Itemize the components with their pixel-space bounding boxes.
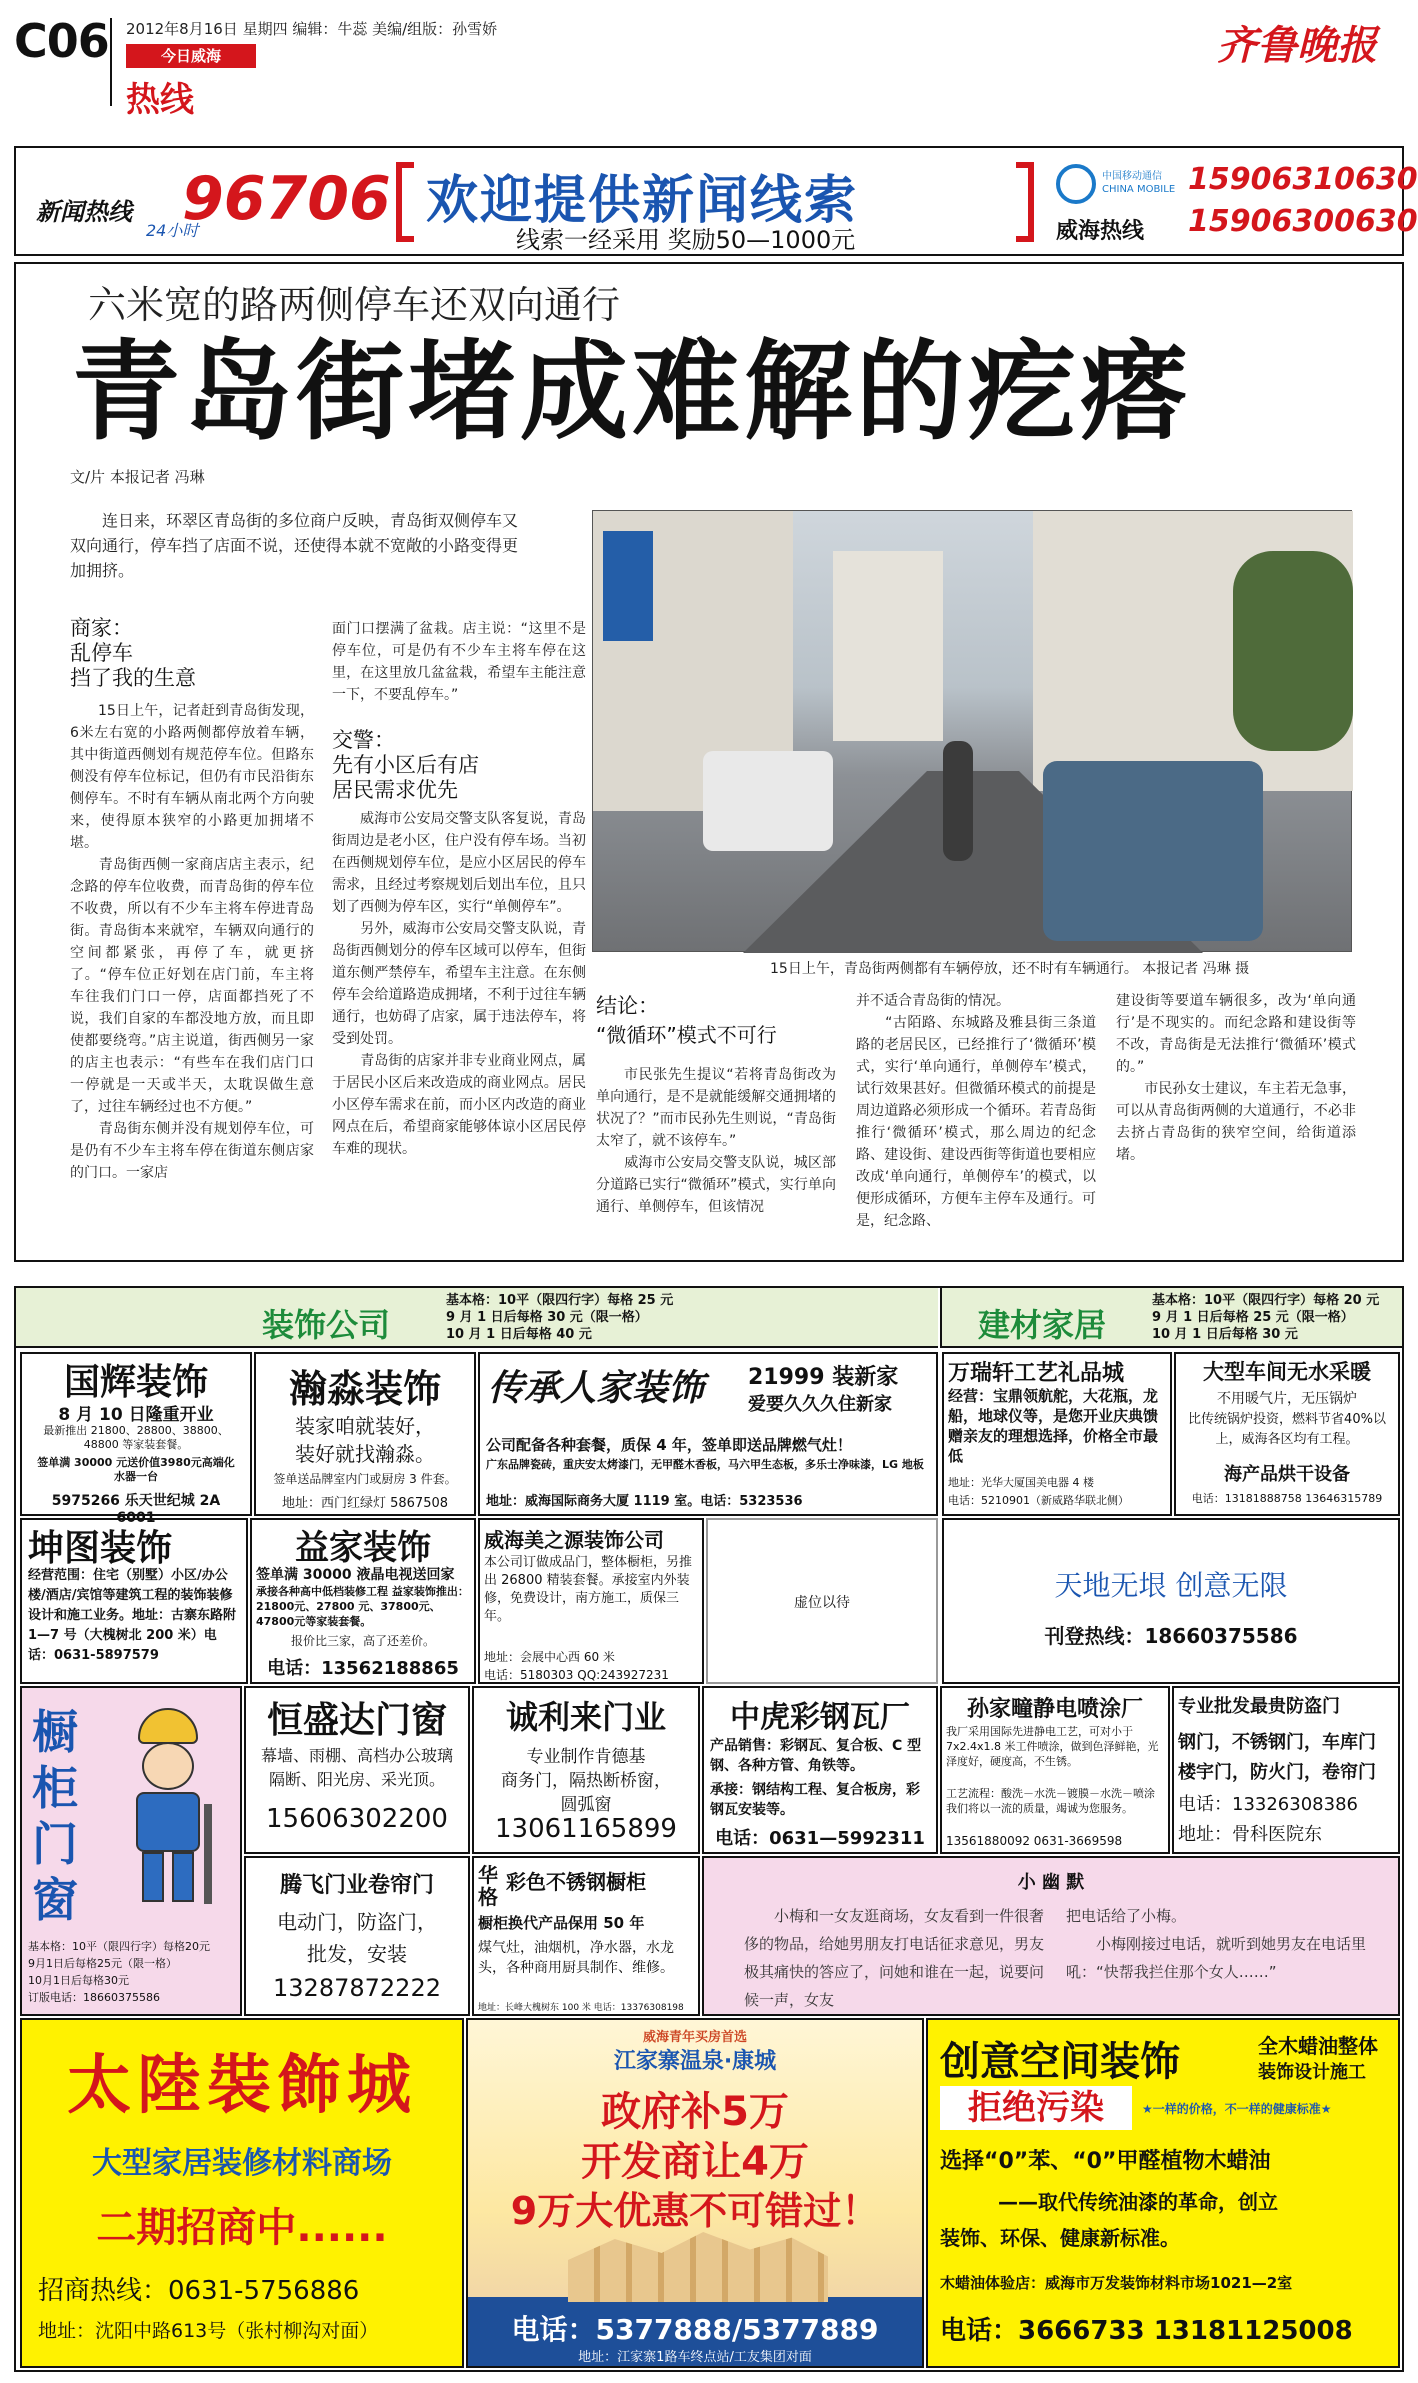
ad-tengfei xyxy=(244,1856,470,2016)
ad-humor-col2: 把电话给了小梅。 小梅刚接过电话，就听到她男友在电话里吼：“快帮我拦住那个女人……” xyxy=(1066,1907,1367,1981)
ad-meizhiyuan-line1: 本公司订做成品门，整体橱柜，另推出 26800 精装套餐。承接室内外装修，免费设计，南方施工，质保三年。 xyxy=(484,1555,693,1624)
subhead-merchant-2: 乱停车 xyxy=(70,641,133,665)
deco-header-rates: 基本格：10平（限四行字）每格 25 元 9 月 1 日后每格 30 元（限一格） 10 月 1 日后每格 40 元 xyxy=(446,1293,674,1342)
hotline-banner xyxy=(14,146,1418,256)
ad-chengli-line3: 圆弧窗 xyxy=(560,1795,612,1815)
ad-chugui-rates: 基本格：10平（限四行字）每格20元 9月1日后每格25元（限一格） 10月1日后每格30元 订版电话：18660375586 xyxy=(28,1940,210,2004)
ad-fangdao-line1: 钢门，不锈钢门，车库门 xyxy=(1178,1732,1376,1753)
ad-tiandi xyxy=(942,1518,1400,1684)
article-kicker: 六米宽的路两侧停车还双向通行 xyxy=(88,283,621,327)
ad-zhonghu-name: 中虎彩钢瓦厂 xyxy=(730,1700,910,1735)
china-mobile-logo-icon xyxy=(1056,164,1096,204)
ad-hengsheng-name: 恒盛达门窗 xyxy=(266,1700,447,1741)
ad-meizhiyuan-line2: 地址：会展中心西 60 米 xyxy=(484,1650,615,1664)
ad-sunjia-line1: 我厂采用国际先进静电工艺，可对小于 7x2.4x1.8 米工件喷涂，做到色泽鲜艳，光泽度好，硬度高，不生锈。 xyxy=(946,1725,1159,1768)
worker-illustration-icon xyxy=(108,1708,228,1908)
ad-chuangyi xyxy=(926,2018,1400,2368)
ad-guohui-line1: 8 月 10 日隆重开业 xyxy=(58,1405,214,1425)
ad-guohui-line2: 最新推出 21800、28800、38800、48800 等家装套餐。 xyxy=(43,1424,229,1451)
ad-chugui-title: 橱柜门窗 xyxy=(32,1705,78,1927)
hotline-hours: 24小时 xyxy=(146,221,199,240)
ad-chuancheng-line3: 地址：威海国际商务大厦 1119 室。电话：5323536 xyxy=(486,1494,803,1509)
build-header xyxy=(940,1288,1402,1348)
ad-chuancheng xyxy=(478,1352,938,1516)
ad-huage-line2: 煤气灶，油烟机，净水器，水龙头，各种商用厨具制作、维修。 xyxy=(478,1940,674,1976)
ad-wanruixuan-line1: 经营：宝鼎领航舵，大花瓶，龙船，地球仪等，是您开业庆典馈赠亲友的理想选择，价格全市最低 xyxy=(948,1387,1159,1465)
ad-chugui xyxy=(20,1686,242,2016)
ad-hanmiao-line4: 地址：西门红绿灯 5867508 xyxy=(281,1496,449,1511)
hotline-phone-1: 15906310630 xyxy=(1188,162,1418,197)
article-col-5: 建设街等要道车辆很多，改为‘单向通行’是不现实的。而纪念路和建设街等不改，青岛街是无法推行‘微循环’模式的。” 市民孙女士建议，车主若无急事，可以从青岛街两侧的大道通行，不必非去挤占青岛街的狭窄空间，给街道添堵。 xyxy=(1116,993,1356,1163)
ad-sunjia xyxy=(940,1686,1170,1854)
weihai-hotline-label: 威海热线 xyxy=(1056,219,1145,244)
hotline-phone-2: 15906300630 xyxy=(1188,204,1418,239)
ad-chuangyi-sub2: 装饰设计施工 xyxy=(1258,2062,1366,2083)
ad-guohui xyxy=(20,1352,252,1526)
ad-guohui-line3: 签单满 30000 元送价值3980元高端化水器一台 xyxy=(37,1456,235,1483)
ad-humor xyxy=(702,1856,1400,2016)
ad-hanmiao-line3: 签单送品牌室内门或厨房 3 件套。 xyxy=(273,1472,457,1486)
ad-chuangyi-line2: ——取代传统油漆的革命，创立 xyxy=(998,2190,1278,2214)
page-code: C06 xyxy=(14,14,109,68)
ad-chuangyi-phone: 电话：3666733 13181125008 xyxy=(940,2316,1353,2346)
ad-zhonghu-line1: 产品销售：彩钢瓦、复合板、C 型钢、各种方管、角铁等。 xyxy=(710,1738,922,1774)
article-byline: 文/片 本报记者 冯琳 xyxy=(70,468,205,486)
ad-chuangyi-line4: 木蜡油体验店：威海市万发装饰材料市场1021—2室 xyxy=(940,2274,1293,2292)
slogan-bracket-right xyxy=(1016,162,1034,242)
ad-wanruixuan-name: 万瑞轩工艺礼品城 xyxy=(948,1361,1125,1386)
ad-chuangyi-sub1: 全木蜡油整体 xyxy=(1258,2034,1378,2058)
ad-huage-name: 彩色不锈钢橱柜 xyxy=(506,1870,646,1894)
ad-guohui-name: 国辉装饰 xyxy=(63,1362,208,1403)
ad-chengli-line1: 专业制作肯德基 xyxy=(526,1747,646,1767)
subhead-police-2: 先有小区后有店 xyxy=(332,753,479,777)
date-line: 2012年8月16日 星期四 编辑：牛蕊 美编/组版：孙雪娇 xyxy=(126,20,498,38)
ad-kunyuan-name: 坤图装饰 xyxy=(28,1528,173,1569)
deco-header-title: 装饰公司 xyxy=(262,1306,391,1344)
ad-wanruixuan-line2: 地址：光华大厦国美电器 4 楼 xyxy=(948,1476,1094,1489)
ad-jiangjiazhai-address: 地址：江家寨1路车终点站/工友集团对面 xyxy=(578,2350,812,2365)
ad-chuancheng-name: 传承人家装饰 xyxy=(488,1367,705,1409)
ad-jiangjiazhai-name: 江家寨温泉·康城 xyxy=(613,2049,777,2074)
section-tag: 今日威海 xyxy=(126,44,256,68)
hotline-slogan: 欢迎提供新闻线索 xyxy=(426,171,859,231)
photo-building-mid xyxy=(833,551,943,741)
ad-chengli-name: 诚利来门业 xyxy=(505,1698,666,1736)
ad-chengli xyxy=(472,1686,700,1854)
ad-chuangyi-slogan: 拒绝污染 xyxy=(940,2086,1132,2130)
ad-jiangjiazhai-top: 威海青年买房首选 xyxy=(642,2030,747,2045)
ad-yijia-line1: 签单满 30000 液晶电视送回家 xyxy=(256,1567,455,1583)
ad-huage xyxy=(472,1856,700,2016)
ad-tailu-address: 地址：沈阳中路613号（张村柳沟对面） xyxy=(38,2320,379,2342)
ad-heater-line4: 电话：13181888758 13646315789 xyxy=(1191,1492,1383,1505)
ad-chengli-phone: 13061165899 xyxy=(495,1814,677,1844)
ad-heater xyxy=(1174,1352,1400,1516)
ad-wanruixuan xyxy=(942,1352,1172,1516)
ad-huage-brand: 华格 xyxy=(478,1863,498,1909)
ad-vacant-text: 虚位以待 xyxy=(794,1595,850,1611)
ad-zhonghu-phone: 电话：0631—5992311 xyxy=(715,1828,925,1849)
ad-hengsheng-line1: 幕墙、雨棚、高档办公玻璃隔断、阳光房、采光顶。 xyxy=(260,1746,453,1789)
article-col-4: 并不适合青岛街的情况。 “古陌路、东城路及雅县街三条道路的老居民区，已经推行了‘微循环’模式，实行‘单向通行，单侧停车’模式，试行效果甚好。但微循环模式的前提是周边道路必须形成一个循环。若青岛街推行‘微循环’模式，那么周边的纪念路、建设街、建设西街等街道也要相应改成‘单向通行，单侧停车’的模式，以便形成循环，方便车主停车及通行。可是，纪念路、 xyxy=(856,993,1096,1229)
ad-chuangyi-name: 创意空间装饰 xyxy=(940,2039,1180,2085)
slogan-bracket-left xyxy=(396,162,414,242)
ad-yijia-line2: 承接各种高中低档装修工程 益家装饰推出：21800元、27800 元、37800元、47800元等家装套餐。 xyxy=(256,1585,469,1628)
masthead-divider xyxy=(110,18,112,106)
photo-white-car xyxy=(703,751,833,851)
ad-jiangjiazhai-line3: 9万大优惠不可错过！ xyxy=(510,2189,880,2233)
ad-hanmiao xyxy=(254,1352,476,1516)
ad-zhonghu xyxy=(702,1686,938,1854)
ad-yijia-line3: 报价比三家，高了还差价。 xyxy=(290,1634,435,1648)
photo-pedestrian xyxy=(943,741,973,861)
ad-meizhiyuan-name: 威海美之源装饰公司 xyxy=(484,1528,664,1552)
ad-yijia xyxy=(250,1518,476,1684)
ad-fangdao-line3: 电话：13326308386 xyxy=(1178,1794,1358,1815)
ad-wanruixuan-line3: 电话：5210901（新威路华联北侧） xyxy=(948,1494,1129,1507)
subhead-conclusion-2: “微循环”模式不可行 xyxy=(596,1023,777,1047)
ad-huage-line1: 橱柜换代产品保用 50 年 xyxy=(478,1914,645,1932)
ad-tengfei-name: 腾飞门业卷帘门 xyxy=(279,1873,434,1898)
photo-caption: 15日上午，青岛街两侧都有车辆停放，还不时有车辆通行。 本报记者 冯琳 摄 xyxy=(770,961,1250,977)
ad-chuangyi-line3: 装饰、环保、健康新标准。 xyxy=(940,2226,1180,2250)
ad-hengsheng xyxy=(244,1686,470,1854)
subhead-conclusion-1: 结论： xyxy=(596,994,659,1018)
subhead-merchant-1: 商家： xyxy=(70,616,133,640)
ad-tailu xyxy=(20,2018,464,2368)
ad-tailu-hotline: 招商热线：0631-5756886 xyxy=(38,2276,360,2306)
ad-fangdao-line2: 楼宇门，防火门，卷帘门 xyxy=(1178,1762,1376,1783)
ad-guohui-line4: 5975266 乐天世纪城 2A 6001 xyxy=(51,1493,221,1526)
ad-chengli-line2: 商务门，隔热断桥窗， xyxy=(501,1771,671,1791)
subhead-police-1: 交警： xyxy=(332,728,395,752)
ad-meizhiyuan xyxy=(478,1518,704,1684)
ad-tiandi-hotline: 刊登热线：18660375586 xyxy=(1044,1624,1298,1648)
subhead-police-3: 居民需求优先 xyxy=(332,778,458,802)
article-headline: 青岛街堵成难解的疙瘩 xyxy=(72,330,1193,455)
ad-tengfei-phone: 13287872222 xyxy=(273,1974,441,2002)
deco-header xyxy=(16,1288,938,1348)
ad-chuancheng-line1: 公司配备各种套餐，质保 4 年，签单即送品牌燃气灶！ xyxy=(486,1436,852,1454)
ad-hanmiao-name: 瀚淼装饰 xyxy=(288,1367,441,1411)
build-header-title: 建材家居 xyxy=(978,1306,1107,1344)
ad-yijia-name: 益家装饰 xyxy=(295,1528,431,1568)
ad-chuangyi-line1: 选择“0”苯、“0”甲醛植物木蜡油 xyxy=(940,2149,1271,2174)
telecom-name: 中国移动通信 CHINA MOBILE xyxy=(1102,171,1176,195)
ad-tailu-line1: 大型家居装修材料商场 xyxy=(92,2146,392,2181)
ad-yijia-line4: 电话：13562188865 xyxy=(267,1658,459,1679)
ad-vacant xyxy=(706,1518,938,1684)
ad-meizhiyuan-line3: 电话：5180303 QQ:243927231 xyxy=(484,1668,669,1682)
ad-kunyuan-line1: 经营范围：住宅（别墅）小区/办公楼/酒店/宾馆等建筑工程的装饰装修设计和施工业务。地址：古寨东路附 1—7 号（大槐树北 200 米）电话：0631-5897579 xyxy=(28,1568,237,1663)
ad-tiandi-slogan: 天地无垠 创意无限 xyxy=(1054,1569,1288,1602)
ad-chuangyi-tag: ★一样的价格，不一样的健康标准★ xyxy=(1142,2102,1332,2116)
article-photo xyxy=(592,510,1352,952)
ad-hengsheng-phone: 15606302200 xyxy=(266,1804,448,1834)
ad-kunyuan xyxy=(20,1518,248,1684)
ad-heater-line2: 比传统锅炉投资，燃料节省40%以上，威海各区均有工程。 xyxy=(1188,1412,1386,1447)
ad-tengfei-line2: 批发，安装 xyxy=(307,1942,407,1966)
article-col-2-top: 面门口摆满了盆栽。店主说：“这里不是停车位，可是仍有不少车主将车停在这里，在这里放几盆盆栽，希望车主能注意一下，不要乱停车。” xyxy=(332,621,586,703)
article-lead: 连日来，环翠区青岛街的多位商户反映，青岛街双侧停车又双向通行，停车挡了店面不说，还使得本就不宽敞的小路变得更加拥挤。 xyxy=(70,511,519,580)
ad-tailu-line2: 二期招商中...... xyxy=(96,2205,388,2251)
ad-chuancheng-promo1: 21999 装新家 xyxy=(748,1365,899,1390)
article-col-1: 15日上午，记者赶到青岛街发现，6米左右宽的小路两侧都停放着车辆，其中街道西侧划有规范停车位。但路东侧没有停车位标记，但仍有市民沿街东侧停车。不时有车辆从南北两个方向驶来，使得原本狭窄的小路更加拥堵不堪。 青岛街西侧一家商店店主表示，纪念路的停车位收费，而青岛街的停车位不收费，所以有不少车主将车停进青岛街。青岛街本来就窄，车辆双向通行的空间都紧张，再停了车，就更挤了。“停车位正好划在店门前，车主将车往我们门口一停，店面都挡死了不说，我们自家的车都没地方放，而且即使都要绕弯。”店主说道，街西侧另一家的店主也表示：“有些车在我们店门口一停就是一天或半天，太耽误做生意了，过往车辆经过也不方便。” 青岛街东侧并没有规划停车位，可是仍有不少车主将车停在街道东侧店家的门口。一家店 xyxy=(70,703,314,1181)
section-title: 热线 xyxy=(126,80,194,120)
newspaper-logo: 齐鲁晚报 xyxy=(1217,22,1377,69)
ad-zhonghu-line2: 承接：钢结构工程、复合板房，彩钢瓦安装等。 xyxy=(710,1782,920,1818)
subhead-merchant xyxy=(70,616,305,691)
photo-blue-car xyxy=(1043,761,1263,941)
hotline-reward: 线索一经采用 奖励50—1000元 xyxy=(516,226,856,254)
ad-jiangjiazhai-line1: 政府补5万 xyxy=(601,2089,789,2135)
ad-fangdao-line4: 地址：骨科医院东 xyxy=(1178,1824,1322,1845)
ad-jiangjiazhai-line2: 开发商让4万 xyxy=(581,2139,809,2185)
hotline-label: 新闻热线 xyxy=(36,198,132,226)
build-header-rates: 基本格：10平（限四行字）每格 20 元 9 月 1 日后每格 25 元（限一格） 10 月 1 日后每格 30 元 xyxy=(1152,1293,1380,1342)
ad-chuancheng-promo2: 爱要久久久住新家 xyxy=(748,1394,892,1415)
ad-huage-line3: 地址：长峰大槐树东 100 米 电话：13376308198 xyxy=(478,2003,684,2013)
ad-sunjia-name: 孙家疃静电喷涂厂 xyxy=(966,1697,1143,1722)
ad-hanmiao-line1: 装家咱就装好， xyxy=(295,1414,435,1438)
ad-heater-line1: 不用暖气片，无压锅炉 xyxy=(1217,1391,1357,1407)
subhead-police xyxy=(332,728,586,803)
ad-heater-line3: 海产品烘干设备 xyxy=(1224,1464,1350,1485)
article-col-3: 市民张先生提议“若将青岛街改为单向通行，是不是就能缓解交通拥堵的状况了？”而市民孙先生则说，“青岛街太窄了，就不该停车。” 威海市公安局交警支队说，城区部分道路已实行“微循环”模式，实行单向通行、单侧停车，但该情况 xyxy=(596,1067,836,1215)
ad-sunjia-line2: 工艺流程：酸洗－水洗－镀膜－水洗－喷涂 我们将以一流的质量，竭诚为您服务。 xyxy=(946,1787,1155,1815)
ad-tengfei-line1: 电动门，防盗门， xyxy=(277,1910,437,1934)
ad-heater-name: 大型车间无水采暖 xyxy=(1203,1360,1371,1384)
ad-chuancheng-line2: 广东品牌瓷砖，重庆安太烤漆门，无甲醛木香板，马六甲生态板，多乐士净味漆，LG 地板 xyxy=(486,1458,924,1471)
article-col-2: 威海市公安局交警支队客复说，青岛街周边是老小区，住户没有停车场。当初在西侧规划停车位，是应小区居民的停车需求，且经过考察规划后划出车位，且只划了西侧为停车区，实行“单侧停车”。 另外，威海市公安局交警支队说，青岛街西侧划分的停车区域可以停车，但街道东侧严禁停车，希望车主注意。在东侧停车会给道路造成拥堵，不利于过往车辆通行，也妨碍了店家，属于违法停车，将受到处罚。 青岛街的店家并非专业商业网点，属于居民小区后来改造成的商业网点。居民小区停车需求在前，而小区内改造的商业网点在后，希望商家能够体谅小区居民停车难的现状。 xyxy=(332,811,586,1157)
ad-sunjia-phone: 13561880092 0631-3669598 xyxy=(946,1834,1123,1848)
ad-hanmiao-line2: 装好就找瀚淼。 xyxy=(295,1442,435,1466)
subhead-merchant-3: 挡了我的生意 xyxy=(70,666,196,690)
ad-humor-col1: 小梅和一女友逛商场，女友看到一件很奢侈的物品，给她男朋友打电话征求意见，男友极其痛快的答应了，问她和谁在一起，说要问候一声，女友 xyxy=(744,1907,1045,2009)
ad-fangdao-name: 专业批发最贵防盗门 xyxy=(1178,1696,1340,1717)
subhead-conclusion xyxy=(596,992,846,1050)
photo-sign-left xyxy=(603,531,653,641)
ad-tailu-name: 太陸裝飾城 xyxy=(67,2048,417,2123)
photo-trees xyxy=(1233,551,1353,751)
ad-humor-title: 小 幽 默 xyxy=(1017,1872,1085,1893)
ad-jiangjiazhai-phone: 电话：5377888/5377889 xyxy=(511,2313,879,2346)
ad-jiangjiazhai xyxy=(466,2018,924,2368)
ad-jiangjiazhai-buildings xyxy=(568,2232,828,2302)
hotline-number: 96706 xyxy=(182,164,391,234)
ad-fangdao xyxy=(1172,1686,1400,1854)
